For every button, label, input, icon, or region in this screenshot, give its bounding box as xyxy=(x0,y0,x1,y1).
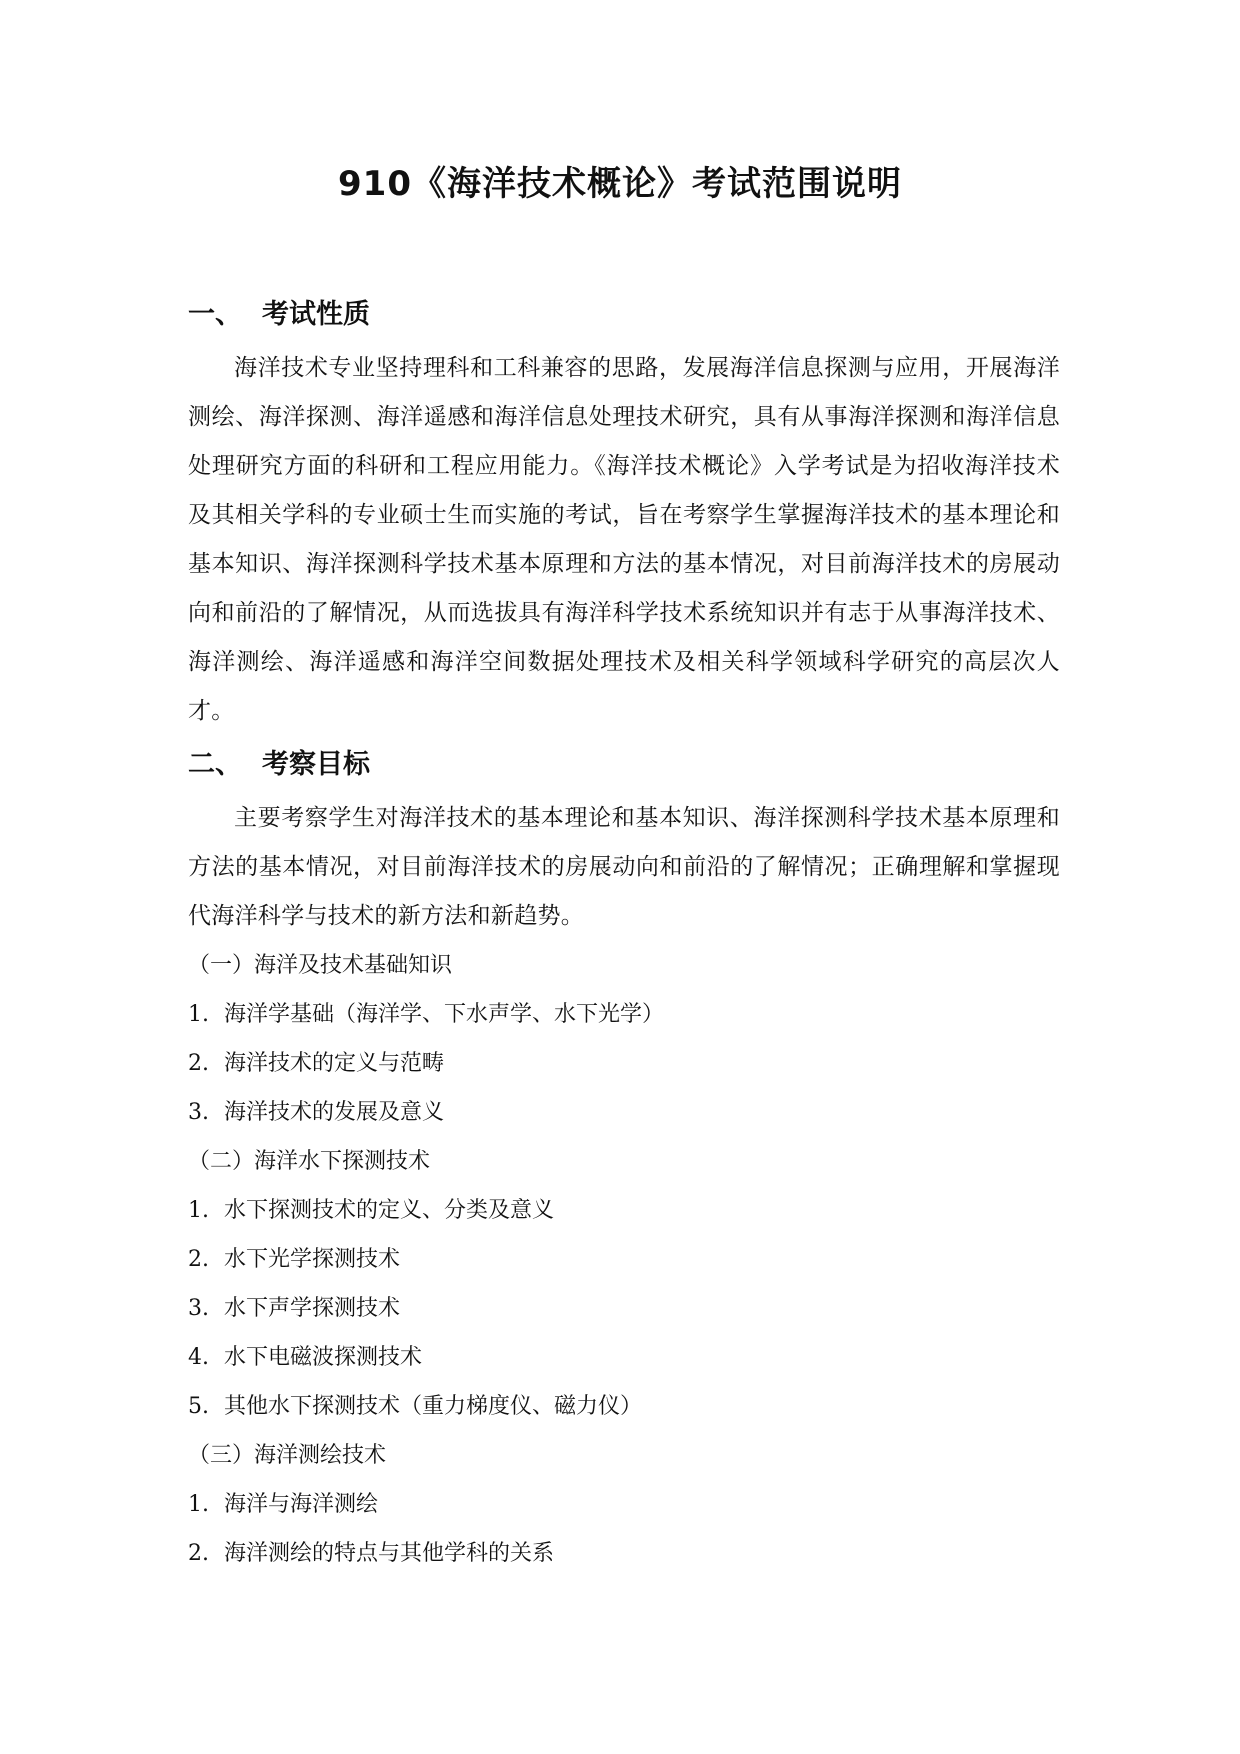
list-marker: 1. xyxy=(188,1002,209,1027)
list-item xyxy=(188,1235,1060,1284)
list-item-text: 海洋测绘的特点与其他学科的关系 xyxy=(224,1541,555,1566)
section-heading-objectives xyxy=(188,740,1060,790)
list-marker: 1. xyxy=(188,1492,209,1517)
section-paragraph-objectives: 主要考察学生对海洋技术的基本理论和基本知识、海洋探测科学技术基本原理和方法的基本情况，对目前海洋技术的房展动向和前沿的了解情况；正确理解和掌握现代海洋科学与技术的新方法和新趋势。 xyxy=(188,805,1060,929)
list-marker: 2. xyxy=(188,1051,209,1076)
section-paragraph-nature: 海洋技术专业坚持理科和工科兼容的思路，发展海洋信息探测与应用，开展海洋测绘、海洋探测、海洋遥感和海洋信息处理技术研究，具有从事海洋探测和海洋信息处理研究方面的科研和工程应用能力。《海洋技术概论》入学考试是为招收海洋技术及其相关学科的专业硕士生而实施的考试，旨在考察学生掌握海洋技术的基本理论和基本知识、海洋探测科学技术基本原理和方法的基本情况，对目前海洋技术的房展动向和前沿的了解情况，从而选拔具有海洋科学技术系统知识并有志于从事海洋技术、海洋测绘、海洋遥感和海洋空间数据处理技术及相关科学领域科学研究的高层次人才。 xyxy=(188,355,1060,724)
list-marker: 2. xyxy=(188,1541,209,1566)
list-marker: 3. xyxy=(188,1100,209,1125)
subsection-heading: （一）海洋及技术基础知识 xyxy=(188,953,453,978)
list-item xyxy=(188,1284,1060,1333)
list-item-text: 海洋学基础（海洋学、下水声学、水下光学） xyxy=(224,1002,665,1027)
list-marker: 4. xyxy=(188,1345,209,1370)
list-marker: 5. xyxy=(188,1394,209,1419)
document-body xyxy=(188,290,1060,1578)
list-item-text: 水下光学探测技术 xyxy=(224,1247,401,1272)
list-item-text: 海洋技术的定义与范畴 xyxy=(224,1051,445,1076)
list-item xyxy=(188,1039,1060,1088)
list-item xyxy=(188,1333,1060,1382)
list-marker: 2. xyxy=(188,1247,209,1272)
section-heading-nature xyxy=(188,290,1060,340)
list-marker: 1. xyxy=(188,1198,209,1223)
section-title: 考试性质 xyxy=(262,299,370,330)
list-marker: 3. xyxy=(188,1296,209,1321)
subsection-heading: （二）海洋水下探测技术 xyxy=(188,1149,431,1174)
list-item-text: 水下电磁波探测技术 xyxy=(224,1345,423,1370)
list-item xyxy=(188,1529,1060,1578)
section-number: 一、 xyxy=(188,299,242,330)
list-item-text: 水下声学探测技术 xyxy=(224,1296,401,1321)
list-item xyxy=(188,1382,1060,1431)
list-item-text: 其他水下探测技术（重力梯度仪、磁力仪） xyxy=(224,1394,643,1419)
section-number: 二、 xyxy=(188,749,242,780)
list-item-text: 海洋技术的发展及意义 xyxy=(224,1100,445,1125)
list-item xyxy=(188,990,1060,1039)
list-item-text: 水下探测技术的定义、分类及意义 xyxy=(224,1198,555,1223)
list-item-text: 海洋与海洋测绘 xyxy=(224,1492,379,1517)
list-item xyxy=(188,1186,1060,1235)
document-title: 910《海洋技术概论》考试范围说明 xyxy=(338,164,902,204)
list-item xyxy=(188,1480,1060,1529)
subsection-heading: （三）海洋测绘技术 xyxy=(188,1443,387,1468)
list-item xyxy=(188,1088,1060,1137)
section-title: 考察目标 xyxy=(262,749,370,780)
